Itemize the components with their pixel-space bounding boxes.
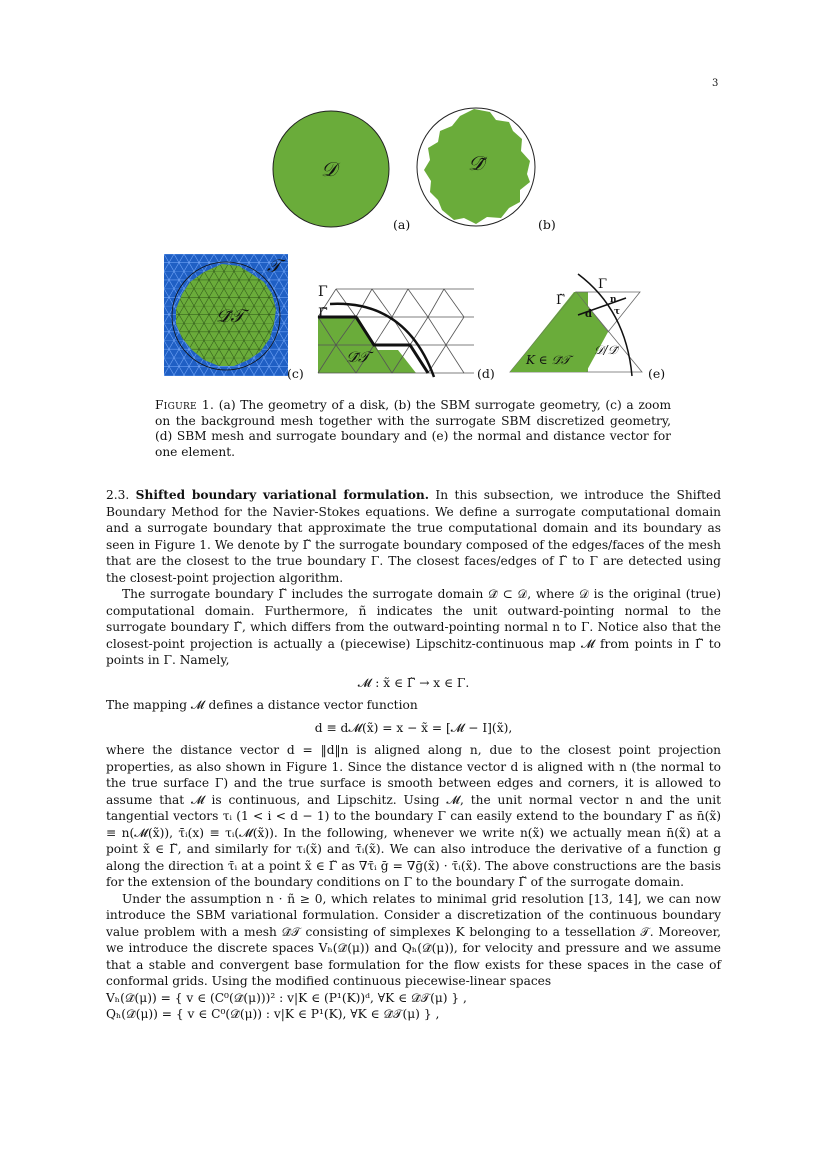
section-title: Shifted boundary variational formulation.	[135, 488, 429, 502]
figure-panel-b	[414, 106, 539, 230]
domain-label-a: 𝒟	[321, 157, 337, 181]
mesh-label: 𝒯	[267, 256, 281, 277]
panel-c-label: (c)	[287, 366, 304, 381]
figure-panel-a	[270, 110, 395, 230]
paragraph-1-text: In this subsection, we introduce the Shifted Boundary Method for the Navier-Stokes equations. We define a surrogate computational domain and a surrogate boundary that approximate the true computational domain and its boundary as seen in Figure 1. We denote by Γ̃ the surrogate boundary composed of the edges/faces of the mesh that are the closest to the true boundary Γ. The closest faces/edges of Γ̃ to Γ are detected using the closest-point projection algorithm.	[106, 488, 722, 585]
section-body	[106, 487, 721, 1023]
equation-4: Qₕ(𝒟̃(μ)) = { v ∈ C⁰(𝒟̃(μ)) : v|K ∈ P¹(K), ∀K ∈ 𝒟̃𝒯(μ) } ,	[106, 1007, 440, 1021]
normal-label: n	[610, 295, 617, 305]
figure-caption	[155, 398, 671, 460]
distance-label: d	[585, 309, 592, 320]
equation-2: d ≡ d𝓜(x̃) = x − x̃ = [𝓜 − I](x̃),	[314, 720, 513, 735]
panel-b-label: (b)	[538, 217, 556, 232]
equation-1: 𝓜 : x̃ ∈ Γ̃ → x ∈ Γ.	[357, 675, 470, 690]
gamma-tilde-label-e: Γ̃	[556, 293, 566, 308]
domain-label-c: 𝒟̃𝒯	[216, 306, 245, 327]
paragraph-2: The surrogate boundary Γ̃ includes the surrogate domain 𝒟̃ ⊂ 𝒟, where 𝒟 is the original (true) computational domain. Furthermore, ñ indicates the unit outward-pointing normal to the surrogate boundary Γ̃, which differs from the outward-pointing normal n to Γ. Notice also that the closest-point projection is actually a (piecewise) Lipschitz-continuous map 𝓜 from points in Γ̃ to points in Γ. Namely,	[106, 587, 721, 667]
complement-label: 𝒟/𝒟̃	[594, 343, 618, 357]
section-number: 2.3.	[106, 488, 130, 502]
figure-panel-d	[316, 280, 476, 380]
domain-label-b: 𝒟̃	[468, 151, 484, 175]
page-number: 3	[712, 78, 719, 89]
domain-label-d: 𝒟̃𝒯	[346, 348, 370, 366]
caption-text: (a) The geometry of a disk, (b) the SBM surrogate geometry, (c) a zoom on the background mesh together with the surrogate SBM discretized geometry, (d) SBM mesh and surrogate boundary and (e) the normal and distance vector for one element.	[155, 398, 671, 459]
panel-d-label: (d)	[477, 366, 495, 381]
caption-prefix: Figure 1.	[155, 398, 215, 412]
gamma-label-d: Γ	[318, 284, 328, 300]
paragraph-5: Under the assumption n · ñ ≥ 0, which relates to minimal grid resolution [13, 14], we can now introduce the SBM variational formulation. Consider a discretization of the continuous boundary value problem with a mesh 𝒟̃𝒯 consisting of simplexes K belonging to a tessellation 𝒯. Moreover, we introduce the discrete spaces Vₕ(𝒟̃(μ)) and Qₕ(𝒟̃(μ)), for velocity and pressure and we assume that a stable and convergent base formulation for the flow exists for these spaces in the case of conformal grids. Using the modified continuous piecewise-linear spaces	[106, 891, 721, 988]
paragraph-1	[106, 487, 721, 586]
paragraph-4: where the distance vector d = ‖d‖n is aligned along n, due to the closest point projection properties, as also shown in Figure 1. Since the distance vector d is aligned with n (the normal to the true surface Γ) and the true surface is smooth between edges and corners, it is allowed to assume that 𝓜 is continuous, and Lipschitz. Using 𝓜, the unit normal vector n and the unit tangential vectors τᵢ (1 < i < d − 1) to the boundary Γ can easily extend to the boundary Γ̃ as n̄(x̃) ≡ n(𝓜(x̃)), τ̄ᵢ(x) ≡ τᵢ(𝓜(x̃)). In the following, whenever we write n(x̃) we actually mean n̄(x̃) at a point x̃ ∈ Γ̃, and similarly for τᵢ(x̃) and τ̄ᵢ(x̃). We can also introduce the derivative of a function g along the direction τ̄ᵢ at a point x̃ ∈ Γ̃ as ∇τ̄ᵢ ḡ = ∇ḡ(x̃) · τ̄ᵢ(x̃). The above constructions are the basis for the extension of the boundary conditions on Γ to the boundary Γ̃ of the surrogate domain.	[106, 743, 721, 889]
figure-panel-c	[164, 254, 288, 376]
equation-3: Vₕ(𝒟̃(μ)) = { v ∈ (C⁰(𝒟̃(μ)))² : v|K ∈ (P¹(K))ᵈ, ∀K ∈ 𝒟̃𝒯(μ) } ,	[106, 990, 467, 1005]
gamma-label-e: Γ	[598, 277, 608, 292]
paragraph-3: The mapping 𝓜 defines a distance vector function	[106, 698, 418, 712]
gamma-tilde-label-d: Γ̃	[318, 306, 328, 322]
panel-a-label: (a)	[393, 217, 411, 232]
tangent-label: τ	[614, 307, 621, 317]
panel-e-label: (e)	[648, 366, 666, 381]
figure-panel-e	[508, 272, 650, 378]
element-label: K ∈ 𝒟̃𝒯	[526, 353, 571, 367]
